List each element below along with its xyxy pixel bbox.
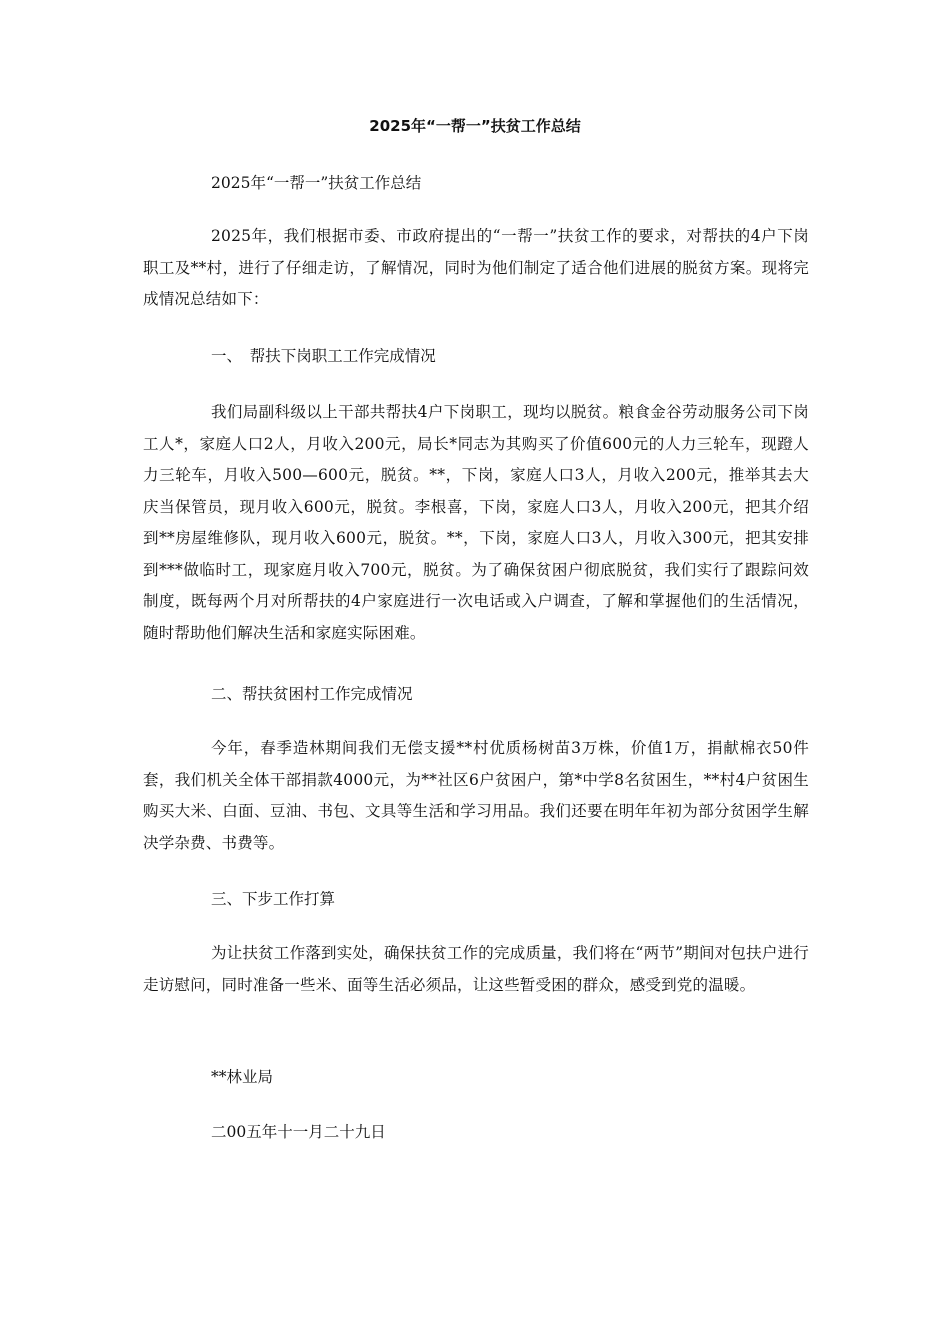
document-subtitle: 2025年“一帮一”扶贫工作总结 xyxy=(211,174,422,192)
section-heading-2: 二、帮扶贫困村工作完成情况 xyxy=(211,685,413,703)
document-title: 2025年“一帮一”扶贫工作总结 xyxy=(369,117,581,135)
date: 二00五年十一月二十九日 xyxy=(211,1123,386,1141)
section-body-1: 我们局副科级以上干部共帮扶4户下岗职工，现均以脱贫。粮食金谷劳动服务公司下岗工人*，家庭人口2人，月收入200元，局长*同志为其购买了价值600元的人力三轮车，现蹬人力三轮车，月收入500—600元，脱贫。**，下岗，家庭人口3人，月收入200元，推举其去大庆当保管员，现月收入600元，脱贫。李根喜，下岗，家庭人口3人，月收入200元，把其介绍到**房屋维修队，现月收入600元，脱贫。**，下岗，家庭人口3人，月收入300元，把其安排到***做临时工，现家庭月收入700元，脱贫。为了确保贫困户彻底脱贫，我们实行了跟踪问效制度，既每两个月对所帮扶的4户家庭进行一次电话或入户调查，了解和掌握他们的生活情况，随时帮助他们解决生活和家庭实际困难。 xyxy=(143,403,809,642)
section-heading-1: 一、 帮扶下岗职工工作完成情况 xyxy=(211,347,436,365)
section-heading-3: 三、下步工作打算 xyxy=(211,890,336,908)
section-body-3: 为让扶贫工作落到实处，确保扶贫工作的完成质量，我们将在“两节”期间对包扶户进行走访慰问，同时准备一些米、面等生活必须品，让这些暂受困的群众，感受到党的温暖。 xyxy=(143,944,809,994)
intro-paragraph: 2025年，我们根据市委、市政府提出的“一帮一”扶贫工作的要求，对帮扶的4户下岗职工及**村，进行了仔细走访，了解情况，同时为他们制定了适合他们进展的脱贫方案。现将完成情况总结如下： xyxy=(143,227,809,308)
section-body-2: 今年，春季造林期间我们无偿支援**村优质杨树苗3万株，价值1万，捐献棉衣50件套，我们机关全体干部捐款4000元，为**社区6户贫困户，第*中学8名贫困生，**村4户贫困生购买大米、白面、豆油、书包、文具等生活和学习用品。我们还要在明年年初为部分贫困学生解决学杂费、书费等。 xyxy=(143,739,809,852)
signature: **林业局 xyxy=(211,1068,274,1086)
